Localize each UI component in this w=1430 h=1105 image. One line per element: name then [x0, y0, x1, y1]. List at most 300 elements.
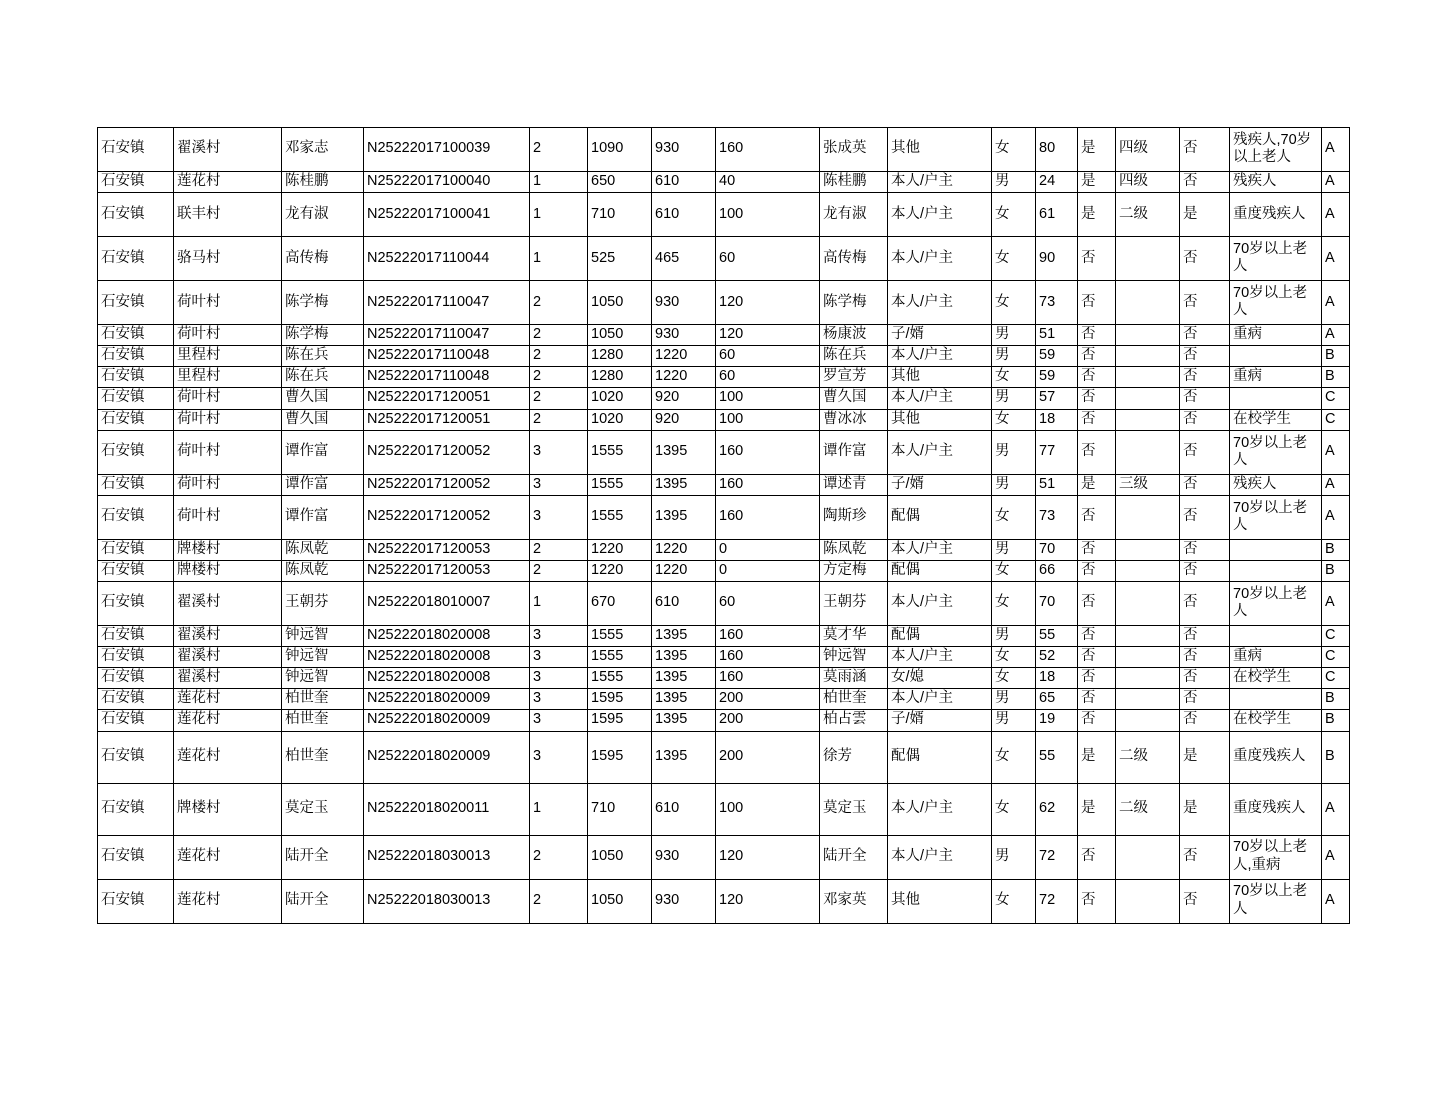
table-cell: C: [1322, 647, 1350, 668]
table-cell: 莫雨涵: [820, 668, 888, 689]
table-cell: 3: [530, 430, 588, 474]
table-cell: 1395: [652, 731, 716, 783]
table-cell: 男: [992, 474, 1036, 495]
table-cell: 子/婿: [888, 325, 992, 346]
table-cell: 是: [1078, 474, 1116, 495]
table-cell: 610: [652, 783, 716, 835]
table-cell: 200: [716, 710, 820, 731]
table-cell: 否: [1180, 625, 1230, 646]
table-cell: 否: [1078, 879, 1116, 923]
table-cell: 钟远智: [282, 647, 364, 668]
table-row: [98, 689, 1350, 710]
table-cell: 陈凤乾: [282, 539, 364, 560]
table-cell: 石安镇: [98, 193, 174, 237]
table-cell: 40: [716, 172, 820, 193]
table-cell: 710: [588, 783, 652, 835]
table-cell: N25222017120052: [364, 495, 530, 539]
table-cell: A: [1322, 474, 1350, 495]
table-cell: 柏世奎: [282, 710, 364, 731]
table-cell: [1116, 647, 1180, 668]
table-cell: 160: [716, 495, 820, 539]
table-cell: 男: [992, 710, 1036, 731]
table-cell: 石安镇: [98, 281, 174, 325]
table-cell: [1230, 560, 1322, 581]
table-cell: 73: [1036, 281, 1078, 325]
table-cell: 否: [1180, 668, 1230, 689]
table-cell: 石安镇: [98, 581, 174, 625]
table-cell: 石安镇: [98, 367, 174, 388]
table-cell: 否: [1078, 668, 1116, 689]
table-cell: A: [1322, 835, 1350, 879]
table-cell: 男: [992, 430, 1036, 474]
table-cell: 高传梅: [820, 237, 888, 281]
table-cell: 荷叶村: [174, 495, 282, 539]
table-cell: 翟溪村: [174, 625, 282, 646]
table-cell: [1116, 367, 1180, 388]
table-cell: 73: [1036, 495, 1078, 539]
table-cell: 女: [992, 367, 1036, 388]
table-cell: 残疾人: [1230, 172, 1322, 193]
table-cell: N25222017120051: [364, 409, 530, 430]
table-cell: 60: [716, 237, 820, 281]
table-cell: A: [1322, 172, 1350, 193]
table-cell: 55: [1036, 731, 1078, 783]
table-row: [98, 172, 1350, 193]
table-cell: 否: [1180, 581, 1230, 625]
table-cell: C: [1322, 668, 1350, 689]
table-cell: 70岁以上老人,重病: [1230, 835, 1322, 879]
table-cell: 1220: [588, 539, 652, 560]
table-cell: 1050: [588, 879, 652, 923]
table-cell: 1555: [588, 647, 652, 668]
table-cell: [1230, 346, 1322, 367]
table-cell: 谭述青: [820, 474, 888, 495]
table-cell: 子/婿: [888, 710, 992, 731]
table-cell: N25222018020009: [364, 710, 530, 731]
table-cell: 18: [1036, 668, 1078, 689]
table-cell: 70岁以上老人: [1230, 495, 1322, 539]
table-cell: 石安镇: [98, 388, 174, 409]
table-cell: 否: [1078, 625, 1116, 646]
table-cell: 2: [530, 367, 588, 388]
table-cell: 陈学梅: [820, 281, 888, 325]
table-cell: 其他: [888, 879, 992, 923]
table-cell: N25222018020008: [364, 647, 530, 668]
table-cell: 否: [1078, 835, 1116, 879]
table-cell: 否: [1078, 430, 1116, 474]
table-cell: 否: [1078, 388, 1116, 409]
table-cell: 翟溪村: [174, 128, 282, 172]
table-cell: 女: [992, 560, 1036, 581]
table-cell: 1280: [588, 367, 652, 388]
table-cell: 120: [716, 281, 820, 325]
table-cell: 男: [992, 172, 1036, 193]
table-row: [98, 783, 1350, 835]
table-cell: 石安镇: [98, 710, 174, 731]
table-cell: 80: [1036, 128, 1078, 172]
table-cell: 70岁以上老人: [1230, 581, 1322, 625]
table-cell: A: [1322, 237, 1350, 281]
table-cell: 是: [1180, 731, 1230, 783]
table-cell: 51: [1036, 474, 1078, 495]
table-cell: 1: [530, 237, 588, 281]
table-cell: A: [1322, 879, 1350, 923]
table-cell: 59: [1036, 367, 1078, 388]
table-cell: 100: [716, 783, 820, 835]
table-cell: [1116, 581, 1180, 625]
table-cell: 陆开全: [282, 879, 364, 923]
table-cell: [1116, 409, 1180, 430]
table-cell: 牌楼村: [174, 539, 282, 560]
table-cell: 1090: [588, 128, 652, 172]
table-cell: N25222017110048: [364, 367, 530, 388]
table-cell: 1220: [652, 560, 716, 581]
table-cell: 1020: [588, 388, 652, 409]
table-cell: 2: [530, 325, 588, 346]
table-cell: 柏世奎: [820, 689, 888, 710]
table-cell: N25222017110047: [364, 281, 530, 325]
table-cell: 否: [1180, 647, 1230, 668]
table-cell: 1395: [652, 625, 716, 646]
table-cell: 女: [992, 128, 1036, 172]
table-cell: 莲花村: [174, 710, 282, 731]
table-cell: 男: [992, 346, 1036, 367]
table-cell: 否: [1180, 474, 1230, 495]
table-cell: 是: [1078, 172, 1116, 193]
table-cell: 120: [716, 879, 820, 923]
table-cell: C: [1322, 625, 1350, 646]
table-cell: 牌楼村: [174, 560, 282, 581]
table-cell: 2: [530, 835, 588, 879]
table-cell: N25222018020008: [364, 668, 530, 689]
table-cell: 重病: [1230, 647, 1322, 668]
table-cell: 62: [1036, 783, 1078, 835]
table-cell: 残疾人,70岁以上老人: [1230, 128, 1322, 172]
table-cell: 52: [1036, 647, 1078, 668]
table-cell: 否: [1180, 172, 1230, 193]
table-cell: N25222017120052: [364, 474, 530, 495]
table-cell: 二级: [1116, 193, 1180, 237]
table-cell: N25222018020008: [364, 625, 530, 646]
table-cell: 配偶: [888, 560, 992, 581]
table-cell: 否: [1180, 237, 1230, 281]
table-cell: 70岁以上老人: [1230, 879, 1322, 923]
table-cell: 石安镇: [98, 689, 174, 710]
table-cell: 荷叶村: [174, 474, 282, 495]
table-cell: 子/婿: [888, 474, 992, 495]
table-cell: [1230, 625, 1322, 646]
table-cell: 女: [992, 581, 1036, 625]
table-cell: 男: [992, 689, 1036, 710]
table-cell: 石安镇: [98, 346, 174, 367]
table-cell: 龙有淑: [820, 193, 888, 237]
table-cell: A: [1322, 281, 1350, 325]
table-cell: 3: [530, 495, 588, 539]
table-cell: 钟远智: [282, 668, 364, 689]
table-cell: N25222018030013: [364, 879, 530, 923]
table-cell: 60: [716, 581, 820, 625]
table-row: [98, 409, 1350, 430]
table-cell: 石安镇: [98, 172, 174, 193]
table-cell: 90: [1036, 237, 1078, 281]
table-cell: 陆开全: [820, 835, 888, 879]
table-cell: 1395: [652, 689, 716, 710]
table-cell: 70岁以上老人: [1230, 237, 1322, 281]
table-cell: 陈凤乾: [820, 539, 888, 560]
table-cell: 翟溪村: [174, 647, 282, 668]
table-cell: A: [1322, 495, 1350, 539]
table-cell: 否: [1078, 495, 1116, 539]
table-cell: 在校学生: [1230, 409, 1322, 430]
table-cell: 翟溪村: [174, 581, 282, 625]
table-cell: 930: [652, 879, 716, 923]
table-cell: 否: [1078, 237, 1116, 281]
table-cell: 石安镇: [98, 647, 174, 668]
table-cell: 3: [530, 647, 588, 668]
table-cell: 70: [1036, 581, 1078, 625]
table-cell: 670: [588, 581, 652, 625]
table-cell: 否: [1078, 560, 1116, 581]
table-cell: [1116, 430, 1180, 474]
table-cell: 是: [1180, 783, 1230, 835]
table-cell: 是: [1078, 731, 1116, 783]
table-cell: 女: [992, 193, 1036, 237]
table-cell: 否: [1078, 346, 1116, 367]
table-cell: 龙有淑: [282, 193, 364, 237]
table-cell: 荷叶村: [174, 281, 282, 325]
table-container: [97, 127, 1336, 924]
table-cell: 2: [530, 879, 588, 923]
table-cell: 930: [652, 128, 716, 172]
table-cell: A: [1322, 325, 1350, 346]
table-cell: 谭作富: [282, 474, 364, 495]
table-cell: [1116, 388, 1180, 409]
table-cell: 1220: [652, 346, 716, 367]
table-cell: 120: [716, 835, 820, 879]
table-cell: 石安镇: [98, 879, 174, 923]
table-cell: 否: [1078, 710, 1116, 731]
table-cell: 石安镇: [98, 325, 174, 346]
table-cell: 2: [530, 281, 588, 325]
table-cell: 160: [716, 430, 820, 474]
table-cell: 610: [652, 581, 716, 625]
table-cell: N25222017120052: [364, 430, 530, 474]
table-cell: 本人/户主: [888, 539, 992, 560]
table-cell: 荷叶村: [174, 430, 282, 474]
table-cell: 本人/户主: [888, 346, 992, 367]
table-cell: 0: [716, 560, 820, 581]
table-cell: 否: [1078, 539, 1116, 560]
table-cell: [1230, 689, 1322, 710]
table-cell: 60: [716, 346, 820, 367]
table-cell: 1220: [652, 367, 716, 388]
table-cell: 1555: [588, 474, 652, 495]
table-cell: 是: [1078, 128, 1116, 172]
table-cell: 57: [1036, 388, 1078, 409]
table-cell: 是: [1078, 783, 1116, 835]
table-cell: 否: [1180, 689, 1230, 710]
table-cell: 1: [530, 172, 588, 193]
table-cell: [1116, 625, 1180, 646]
table-cell: 61: [1036, 193, 1078, 237]
table-cell: 2: [530, 346, 588, 367]
table-cell: 否: [1180, 367, 1230, 388]
table-cell: 否: [1180, 409, 1230, 430]
table-cell: 70岁以上老人: [1230, 430, 1322, 474]
table-row: [98, 430, 1350, 474]
table-cell: C: [1322, 388, 1350, 409]
table-row: [98, 281, 1350, 325]
table-cell: 女: [992, 668, 1036, 689]
table-cell: 荷叶村: [174, 388, 282, 409]
table-cell: 莫定玉: [282, 783, 364, 835]
table-cell: 否: [1180, 281, 1230, 325]
table-cell: 否: [1078, 281, 1116, 325]
table-cell: 女/媳: [888, 668, 992, 689]
table-cell: 里程村: [174, 367, 282, 388]
table-cell: 石安镇: [98, 430, 174, 474]
table-cell: 否: [1078, 367, 1116, 388]
table-cell: 男: [992, 539, 1036, 560]
table-cell: 里程村: [174, 346, 282, 367]
table-cell: 翟溪村: [174, 668, 282, 689]
table-cell: 二级: [1116, 731, 1180, 783]
table-cell: 525: [588, 237, 652, 281]
table-cell: 四级: [1116, 128, 1180, 172]
table-cell: 160: [716, 647, 820, 668]
table-cell: 陈在兵: [282, 367, 364, 388]
table-cell: 否: [1180, 495, 1230, 539]
table-cell: N25222017110044: [364, 237, 530, 281]
table-cell: 石安镇: [98, 783, 174, 835]
table-cell: 本人/户主: [888, 172, 992, 193]
table-cell: 陈在兵: [820, 346, 888, 367]
table-cell: 1555: [588, 625, 652, 646]
table-cell: 59: [1036, 346, 1078, 367]
table-cell: 男: [992, 325, 1036, 346]
table-cell: 19: [1036, 710, 1078, 731]
table-cell: 柏世奎: [282, 689, 364, 710]
table-row: [98, 128, 1350, 172]
table-cell: A: [1322, 430, 1350, 474]
table-cell: 莫定玉: [820, 783, 888, 835]
table-row: [98, 237, 1350, 281]
table-cell: 否: [1078, 647, 1116, 668]
table-cell: 方定梅: [820, 560, 888, 581]
table-cell: 本人/户主: [888, 689, 992, 710]
table-cell: 石安镇: [98, 474, 174, 495]
table-cell: 100: [716, 409, 820, 430]
table-row: [98, 539, 1350, 560]
table-cell: 石安镇: [98, 237, 174, 281]
table-cell: 1395: [652, 430, 716, 474]
table-cell: 杨康波: [820, 325, 888, 346]
table-cell: 3: [530, 625, 588, 646]
table-cell: 72: [1036, 879, 1078, 923]
table-cell: N25222018020011: [364, 783, 530, 835]
table-cell: 否: [1078, 581, 1116, 625]
table-cell: 465: [652, 237, 716, 281]
table-cell: 否: [1078, 409, 1116, 430]
table-cell: 1395: [652, 495, 716, 539]
table-cell: 否: [1180, 388, 1230, 409]
table-cell: 72: [1036, 835, 1078, 879]
table-cell: 1050: [588, 281, 652, 325]
table-cell: 65: [1036, 689, 1078, 710]
table-cell: B: [1322, 560, 1350, 581]
table-cell: 55: [1036, 625, 1078, 646]
table-row: [98, 495, 1350, 539]
table-cell: 其他: [888, 128, 992, 172]
table-row: [98, 879, 1350, 923]
table-cell: 否: [1180, 835, 1230, 879]
table-cell: 高传梅: [282, 237, 364, 281]
table-cell: [1116, 281, 1180, 325]
table-cell: 谭作富: [282, 430, 364, 474]
table-cell: 是: [1180, 193, 1230, 237]
table-cell: N25222017110047: [364, 325, 530, 346]
table-cell: 本人/户主: [888, 581, 992, 625]
table-cell: B: [1322, 539, 1350, 560]
table-row: [98, 668, 1350, 689]
table-cell: [1116, 237, 1180, 281]
table-cell: 本人/户主: [888, 237, 992, 281]
table-row: [98, 581, 1350, 625]
table-cell: 3: [530, 668, 588, 689]
table-cell: 联丰村: [174, 193, 282, 237]
table-cell: [1230, 539, 1322, 560]
table-cell: 否: [1078, 325, 1116, 346]
table-cell: 曹久国: [282, 409, 364, 430]
table-cell: 1220: [652, 539, 716, 560]
table-cell: 200: [716, 731, 820, 783]
table-cell: 70: [1036, 539, 1078, 560]
table-row: [98, 388, 1350, 409]
table-cell: 配偶: [888, 731, 992, 783]
table-cell: 否: [1180, 710, 1230, 731]
table-cell: [1116, 835, 1180, 879]
beneficiary-table: [97, 127, 1350, 924]
table-cell: 莲花村: [174, 731, 282, 783]
table-row: [98, 474, 1350, 495]
table-cell: 否: [1180, 325, 1230, 346]
table-cell: 莲花村: [174, 689, 282, 710]
table-cell: N25222017120053: [364, 560, 530, 581]
table-body: [98, 128, 1350, 924]
table-cell: 920: [652, 388, 716, 409]
table-cell: 男: [992, 625, 1036, 646]
table-cell: 1395: [652, 710, 716, 731]
table-cell: 骆马村: [174, 237, 282, 281]
table-cell: B: [1322, 367, 1350, 388]
table-row: [98, 731, 1350, 783]
table-cell: 女: [992, 281, 1036, 325]
table-cell: 18: [1036, 409, 1078, 430]
table-cell: 女: [992, 647, 1036, 668]
table-cell: 本人/户主: [888, 193, 992, 237]
table-cell: 1: [530, 783, 588, 835]
table-row: [98, 367, 1350, 388]
table-cell: 莲花村: [174, 879, 282, 923]
table-cell: 三级: [1116, 474, 1180, 495]
table-cell: 1555: [588, 495, 652, 539]
table-cell: 四级: [1116, 172, 1180, 193]
table-cell: 邓家志: [282, 128, 364, 172]
table-cell: 本人/户主: [888, 281, 992, 325]
table-cell: 710: [588, 193, 652, 237]
table-cell: 否: [1180, 430, 1230, 474]
table-cell: [1116, 879, 1180, 923]
